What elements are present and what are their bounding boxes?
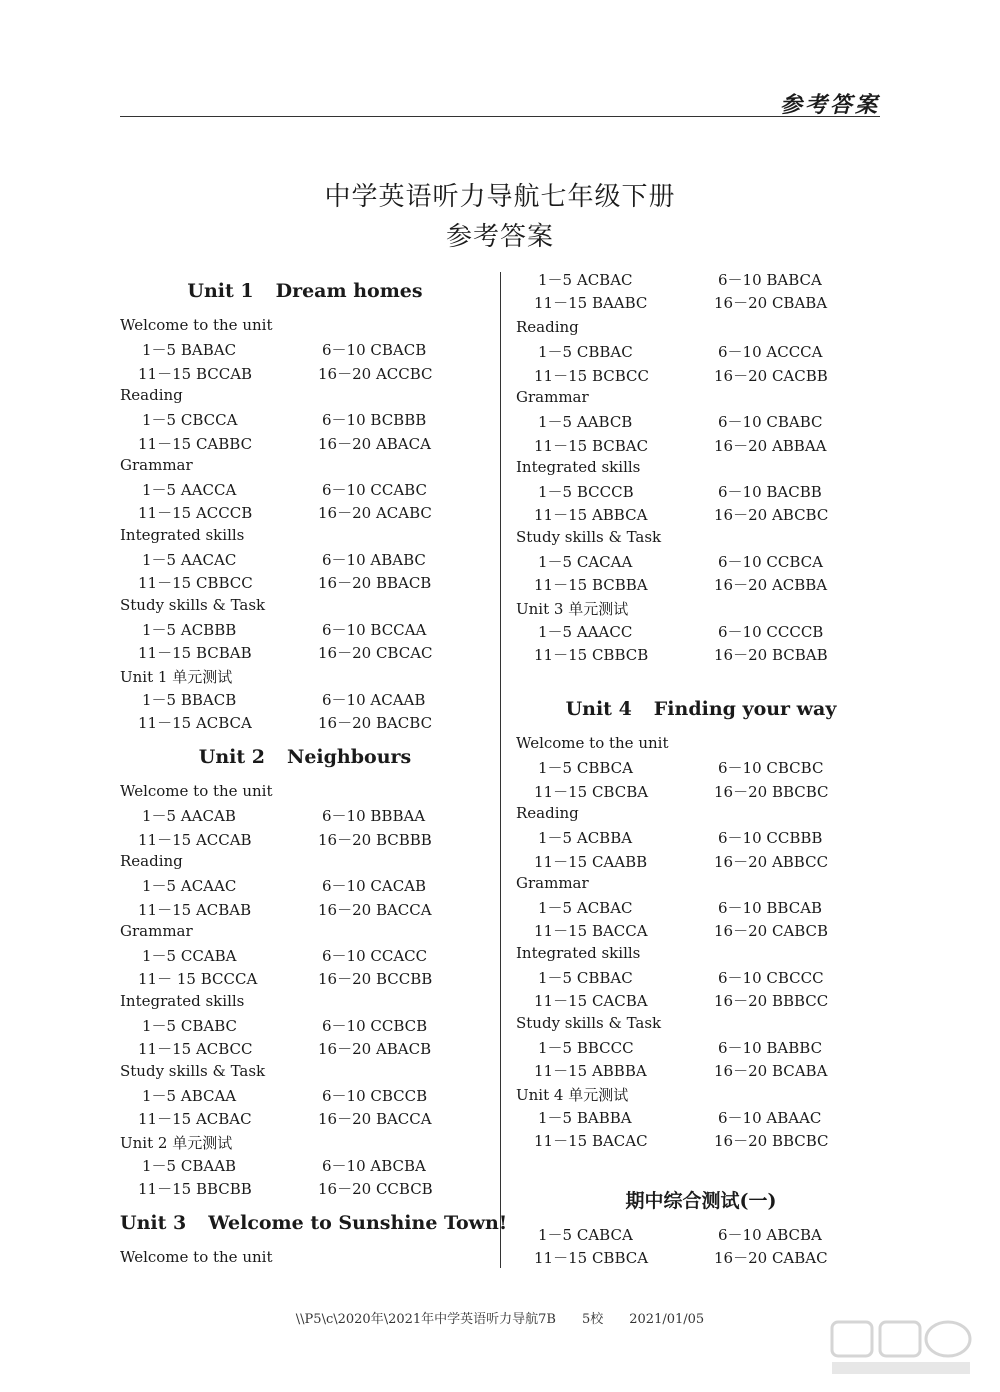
- unit-number: Unit 3: [120, 1212, 187, 1234]
- answer-range-left: 1－5 AACAC: [142, 551, 237, 569]
- answer-range-right: 16－20 CCBCB: [318, 1180, 433, 1199]
- answer-range-right: 6－10 CCBCB: [322, 1017, 428, 1035]
- section-heading: Grammar: [120, 455, 193, 474]
- answer-range-left: 11－15 ACCCB: [138, 504, 253, 523]
- section-heading: Integrated skills: [120, 525, 245, 544]
- section-heading: Unit 1 单元测试: [120, 667, 233, 686]
- answer-range-left: 11－15 BCBAB: [138, 644, 252, 663]
- answer-range-left: 11－15 BCBCC: [534, 366, 649, 385]
- answer-range-left: 1－5 CBBCA: [538, 759, 633, 778]
- document-subtitle: 参考答案: [445, 222, 554, 252]
- answer-range-left: 1－5 ACAAC: [142, 877, 237, 896]
- answer-range-left: 1－5 BCCCB: [538, 483, 634, 502]
- answer-range-right: 16－20 BACCA: [318, 900, 432, 919]
- unit-number: Unit 4: [565, 698, 632, 720]
- section-heading: Study skills & Task: [120, 1061, 266, 1080]
- section-heading: Unit 3 单元测试: [516, 599, 629, 618]
- unit-title: Welcome to Sunshine Town!: [208, 1212, 508, 1234]
- answer-range-right: 16－20 BCCBB: [318, 970, 433, 989]
- answer-range-right: 6－10 BABCA: [718, 271, 822, 289]
- answer-range-left: 11－15 CBBCC: [138, 574, 253, 593]
- answer-range-left: 1－5 CBABC: [142, 1017, 237, 1035]
- answer-range-left: 11－15 BBCBB: [138, 1180, 252, 1199]
- answer-range-right: 16－20 ABACB: [318, 1040, 432, 1059]
- section-heading: Grammar: [516, 387, 589, 406]
- answer-range-left: 1－5 CBBAC: [538, 969, 633, 987]
- answer-range-left: 1－5 AAACC: [538, 622, 633, 641]
- answer-range-left: 11－15 ABBCA: [534, 506, 648, 525]
- answer-range-left: 11－15 BCBAC: [534, 436, 649, 455]
- answer-range-right: 6－10 BBCAB: [718, 899, 823, 918]
- answer-range-right: 6－10 BCCAA: [322, 620, 427, 639]
- answer-range-left: 1－5 BABAC: [142, 341, 237, 360]
- unit-title: Dream homes: [275, 280, 423, 302]
- page-footer: \\P5\c\2020年\2021年中学英语听力导航7B 5校 2021/01/05: [295, 1312, 705, 1327]
- answer-range-left: 1－5 AABCB: [538, 413, 633, 432]
- answer-range-right: 6－10 ACAAB: [322, 690, 426, 709]
- answer-range-right: 16－20 BCBAB: [714, 646, 828, 665]
- section-heading: Grammar: [120, 921, 193, 940]
- answer-range-right: 6－10 ACCCA: [718, 343, 823, 362]
- answer-range-left: 11－15 ACCAB: [138, 830, 252, 849]
- answer-range-right: 6－10 CBCCC: [718, 969, 824, 987]
- answer-range-right: 6－10 BCBBB: [322, 411, 427, 430]
- answer-range-left: 1－5 ABCAA: [142, 1086, 237, 1105]
- answer-range-right: 16－20 BCBBB: [318, 830, 432, 849]
- answer-range-right: 6－10 CBCBC: [718, 759, 824, 778]
- answer-range-left: 11－15 BCCAB: [138, 364, 253, 383]
- section-heading: Study skills & Task: [516, 1013, 662, 1032]
- answer-range-right: 6－10 ABCBA: [718, 1226, 822, 1244]
- answer-range-right: 16－20 CBCAC: [318, 644, 433, 663]
- answer-range-right: 6－10 CCBBB: [718, 829, 823, 848]
- section-heading: Reading: [120, 851, 183, 870]
- answer-range-left: 11－15 CBBCA: [534, 1249, 649, 1268]
- answer-range-right: 16－20 ACBBA: [714, 576, 828, 595]
- unit-heading: [516, 698, 886, 720]
- answer-range-right: 16－20 CABAC: [714, 1249, 828, 1268]
- section-heading: Unit 2 单元测试: [120, 1133, 233, 1152]
- answer-range-right: 16－20 ABACA: [318, 434, 431, 453]
- answer-range-left: 11－15 BAABC: [534, 294, 648, 313]
- answer-range-right: 6－10 BABBC: [718, 1038, 823, 1057]
- answer-range-left: 1－5 ACBAC: [538, 271, 633, 289]
- answer-range-right: 6－10 CCACC: [322, 947, 428, 966]
- section-heading: Welcome to the unit: [516, 734, 669, 752]
- midterm-heading: 期中综合测试(一): [625, 1190, 777, 1212]
- answer-range-right: 6－10 CCCCB: [718, 622, 824, 641]
- answer-range-right: 6－10 ABAAC: [718, 1108, 822, 1127]
- answer-range-right: 16－20 CACBB: [714, 366, 828, 385]
- section-heading: Reading: [516, 318, 579, 336]
- answer-range-right: 16－20 ABBCC: [714, 852, 829, 871]
- section-heading: Study skills & Task: [516, 527, 662, 546]
- answer-range-left: 11－15 ACBCC: [138, 1040, 253, 1059]
- unit-number: Unit 1: [187, 280, 254, 302]
- answer-range-left: 1－5 CACAA: [538, 553, 633, 571]
- answer-range-left: 11－15 ACBCA: [138, 714, 252, 733]
- section-heading: Reading: [516, 803, 579, 822]
- answer-range-left: 1－5 AACAB: [142, 807, 236, 826]
- answer-range-left: 11－15 BACCA: [534, 922, 648, 941]
- answer-range-right: 16－20 BACBC: [318, 714, 433, 733]
- answer-range-right: 6－10 CBACB: [322, 341, 427, 360]
- answer-range-right: 16－20 CBABA: [714, 294, 828, 313]
- answer-range-right: 16－20 CABCB: [714, 922, 829, 941]
- section-heading: Integrated skills: [516, 457, 641, 476]
- answer-range-right: 6－10 BBBAA: [322, 807, 426, 826]
- answer-range-right: 16－20 ACCBC: [318, 364, 433, 383]
- answer-range-left: 1－5 ACBBA: [538, 829, 633, 848]
- answer-range-left: 1－5 CCABA: [142, 947, 237, 966]
- answer-range-right: 16－20 BBCBC: [714, 1132, 829, 1151]
- answer-range-left: 1－5 BBACB: [142, 690, 237, 709]
- unit-number: Unit 2: [198, 746, 265, 768]
- section-heading: Grammar: [516, 873, 589, 892]
- section-heading: Integrated skills: [516, 943, 641, 962]
- answer-range-left: 1－5 CABCA: [538, 1226, 633, 1244]
- answer-range-left: 11－15 CBBCB: [534, 646, 649, 665]
- answer-range-right: 6－10 CCABC: [322, 481, 427, 500]
- answer-range-left: 11－15 ACBAB: [138, 900, 252, 919]
- section-heading: Welcome to the unit: [120, 782, 273, 800]
- section-heading: Study skills & Task: [120, 595, 266, 614]
- header-rule: [120, 116, 880, 117]
- answer-range-left: 11－15 CABBC: [138, 434, 253, 453]
- section-heading: Welcome to the unit: [120, 316, 273, 334]
- answer-range-right: 16－20 BCABA: [714, 1062, 828, 1081]
- answer-range-right: 16－20 BACCA: [318, 1110, 432, 1129]
- answer-range-left: 11－15 CAABB: [534, 852, 648, 871]
- answer-range-right: 16－20 BBCBC: [714, 782, 829, 801]
- header-label: 参考答案: [779, 92, 880, 118]
- answer-range-left: 1－5 CBAAB: [142, 1156, 237, 1175]
- answer-range-left: 11－ 15 BCCCA: [138, 970, 258, 989]
- answer-range-left: 11－15 ACBAC: [138, 1110, 252, 1129]
- answer-range-left: 11－15 BCBBA: [534, 576, 648, 595]
- section-heading: Integrated skills: [120, 991, 245, 1010]
- section-heading: Unit 4 单元测试: [516, 1085, 629, 1104]
- answer-range-left: 1－5 BBCCC: [538, 1038, 634, 1057]
- answer-range-left: 11－15 CACBA: [534, 992, 648, 1011]
- answer-range-right: 16－20 BBBCC: [714, 992, 829, 1011]
- answer-range-left: 11－15 ABBBA: [534, 1062, 647, 1081]
- answer-range-right: 16－20 ABCBC: [714, 506, 829, 525]
- unit-title: Neighbours: [286, 746, 412, 768]
- answer-range-left: 1－5 CBCCA: [142, 411, 238, 430]
- answer-range-right: 6－10 ABABC: [322, 551, 426, 569]
- unit-heading: [120, 1212, 508, 1234]
- answer-range-right: 6－10 CACAB: [322, 877, 427, 896]
- answer-range-left: 11－15 BACAC: [534, 1132, 648, 1151]
- answer-range-left: 11－15 CBCBA: [534, 782, 649, 801]
- answer-range-right: 16－20 ABBAA: [714, 436, 827, 455]
- unit-heading: [120, 746, 490, 768]
- answer-range-left: 1－5 AACCA: [142, 481, 237, 500]
- section-heading: Welcome to the unit: [120, 1248, 273, 1266]
- watermark-logo: [828, 1318, 978, 1378]
- answer-range-right: 6－10 BACBB: [718, 483, 822, 502]
- unit-heading: [120, 280, 490, 302]
- answer-range-right: 6－10 CBABC: [718, 413, 823, 432]
- document-title: 中学英语听力导航七年级下册: [324, 182, 676, 212]
- answer-range-left: 1－5 ACBAC: [538, 899, 633, 918]
- answer-range-left: 1－5 CBBAC: [538, 343, 633, 362]
- answer-range-right: 6－10 CCBCA: [718, 553, 823, 571]
- answer-range-left: 1－5 BABBA: [538, 1108, 632, 1127]
- unit-title: Finding your way: [653, 698, 837, 720]
- answer-range-right: 16－20 ACABC: [318, 504, 432, 523]
- answer-range-right: 16－20 BBACB: [318, 574, 432, 593]
- section-heading: Reading: [120, 385, 183, 404]
- column-divider: [500, 272, 501, 1268]
- answer-range-left: 1－5 ACBBB: [142, 620, 237, 639]
- answer-range-right: 6－10 CBCCB: [322, 1086, 428, 1105]
- answer-range-right: 6－10 ABCBA: [322, 1156, 426, 1175]
